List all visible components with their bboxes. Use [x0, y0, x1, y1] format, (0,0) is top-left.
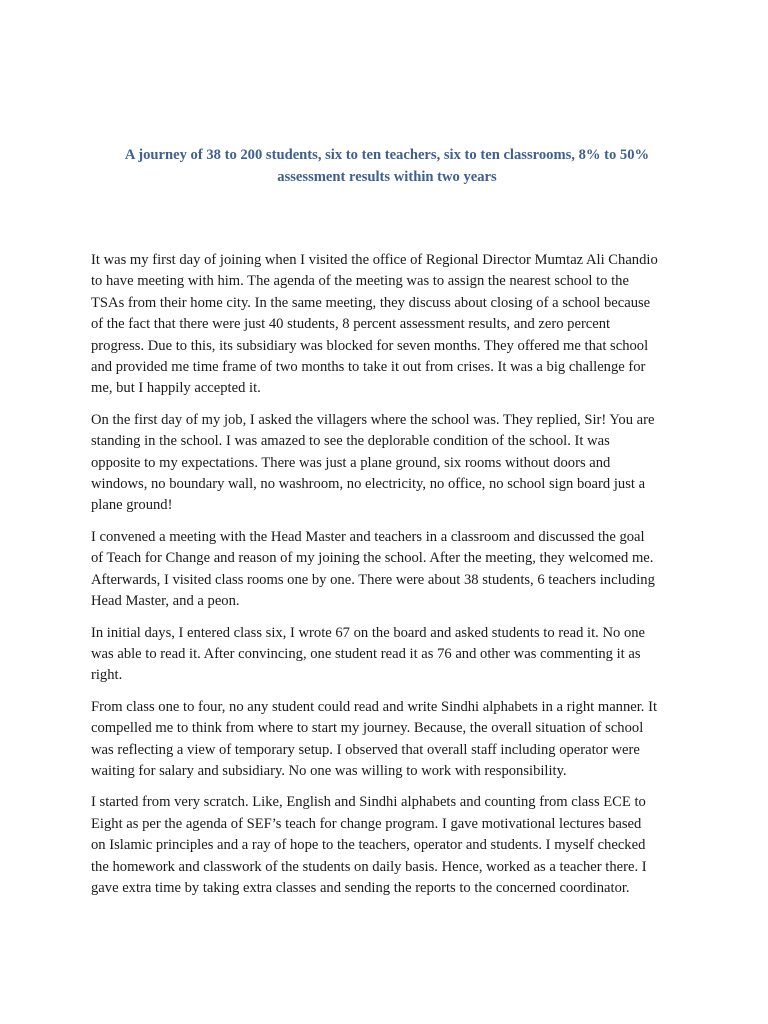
document-title: [92, 144, 682, 188]
paragraph-line: of Teach for Change and reason of my joining the school. After the meeting, they welcomed me.: [91, 550, 654, 567]
paragraph-line: was able to read it. After convincing, one student read it as 76 and other was commenting it as: [91, 645, 641, 662]
paragraph-line: opposite to my expectations. There was just a plane ground, six rooms without doors and: [91, 454, 611, 471]
paragraph-line: windows, no boundary wall, no washroom, no electricity, no office, no school sign board just a: [91, 476, 646, 493]
paragraph-line: I started from very scratch. Like, English and Sindhi alphabets and counting from class ECE to: [91, 794, 646, 811]
paragraph-line: progress. Due to this, its subsidiary was blocked for seven months. They offered me that school: [91, 337, 649, 354]
paragraph-line: and provided me time frame of two months to take it out from crises. It was a big challenge for: [91, 359, 646, 376]
paragraph-line: Head Master, and a peon.: [91, 593, 240, 610]
paragraph-1: [91, 250, 691, 400]
title-line: A journey of 38 to 200 students, six to ten teachers, six to ten classrooms, 8% to 50%: [124, 147, 650, 163]
paragraph-line: From class one to four, no any student could read and write Sindhi alphabets in a right manner. It: [91, 698, 658, 715]
paragraph-line: plane ground!: [91, 497, 173, 514]
paragraph-line: On the first day of my job, I asked the villagers where the school was. They replied, Sir! You are: [91, 411, 655, 428]
paragraph-line: I convened a meeting with the Head Master and teachers in a classroom and discussed the goal: [91, 528, 645, 545]
paragraph-line: waiting for salary and subsidiary. No one was willing to work with responsibility.: [91, 762, 567, 779]
paragraph-line: was reflecting a view of temporary setup. I observed that overall staff including operator were: [91, 741, 640, 758]
paragraph-line: to have meeting with him. The agenda of the meeting was to assign the nearest school to the: [91, 273, 629, 290]
paragraph-line: me, but I happily accepted it.: [91, 380, 261, 397]
paragraph-line: compelled me to think from where to start my journey. Because, the overall situation of school: [91, 720, 644, 737]
document-body: [91, 250, 691, 909]
title-line: assessment results within two years: [277, 169, 497, 185]
paragraph-line: TSAs from their home city. In the same meeting, they discuss about closing of a school because: [91, 294, 651, 311]
paragraph-line: It was my first day of joining when I visited the office of Regional Director Mumtaz Ali Chandio: [91, 252, 658, 268]
paragraph-line: Afterwards, I visited class rooms one by one. There were about 38 students, 6 teachers including: [91, 571, 655, 588]
paragraph-6: [91, 792, 691, 899]
paragraph-line: on Islamic principles and a ray of hope to the teachers, operator and students. I myself checked: [91, 837, 646, 854]
paragraph-line: right.: [91, 667, 123, 684]
paragraph-line: the homework and classwork of the students on daily basis. Hence, worked as a teacher there. I: [91, 858, 647, 875]
paragraph-4: [91, 623, 691, 687]
paragraph-line: standing in the school. I was amazed to see the deplorable condition of the school. It was: [91, 433, 610, 450]
paragraph-line: In initial days, I entered class six, I wrote 67 on the board and asked students to read it. No one: [91, 624, 646, 641]
paragraph-3: [91, 527, 691, 613]
paragraph-line: gave extra time by taking extra classes and sending the reports to the concerned coordinator.: [91, 879, 630, 896]
paragraph-2: [91, 410, 691, 517]
paragraph-line: of the fact that there were just 40 students, 8 percent assessment results, and zero percent: [91, 316, 611, 333]
paragraph-5: [91, 697, 691, 783]
paragraph-line: Eight as per the agenda of SEF’s teach for change program. I gave motivational lectures based: [91, 815, 642, 832]
